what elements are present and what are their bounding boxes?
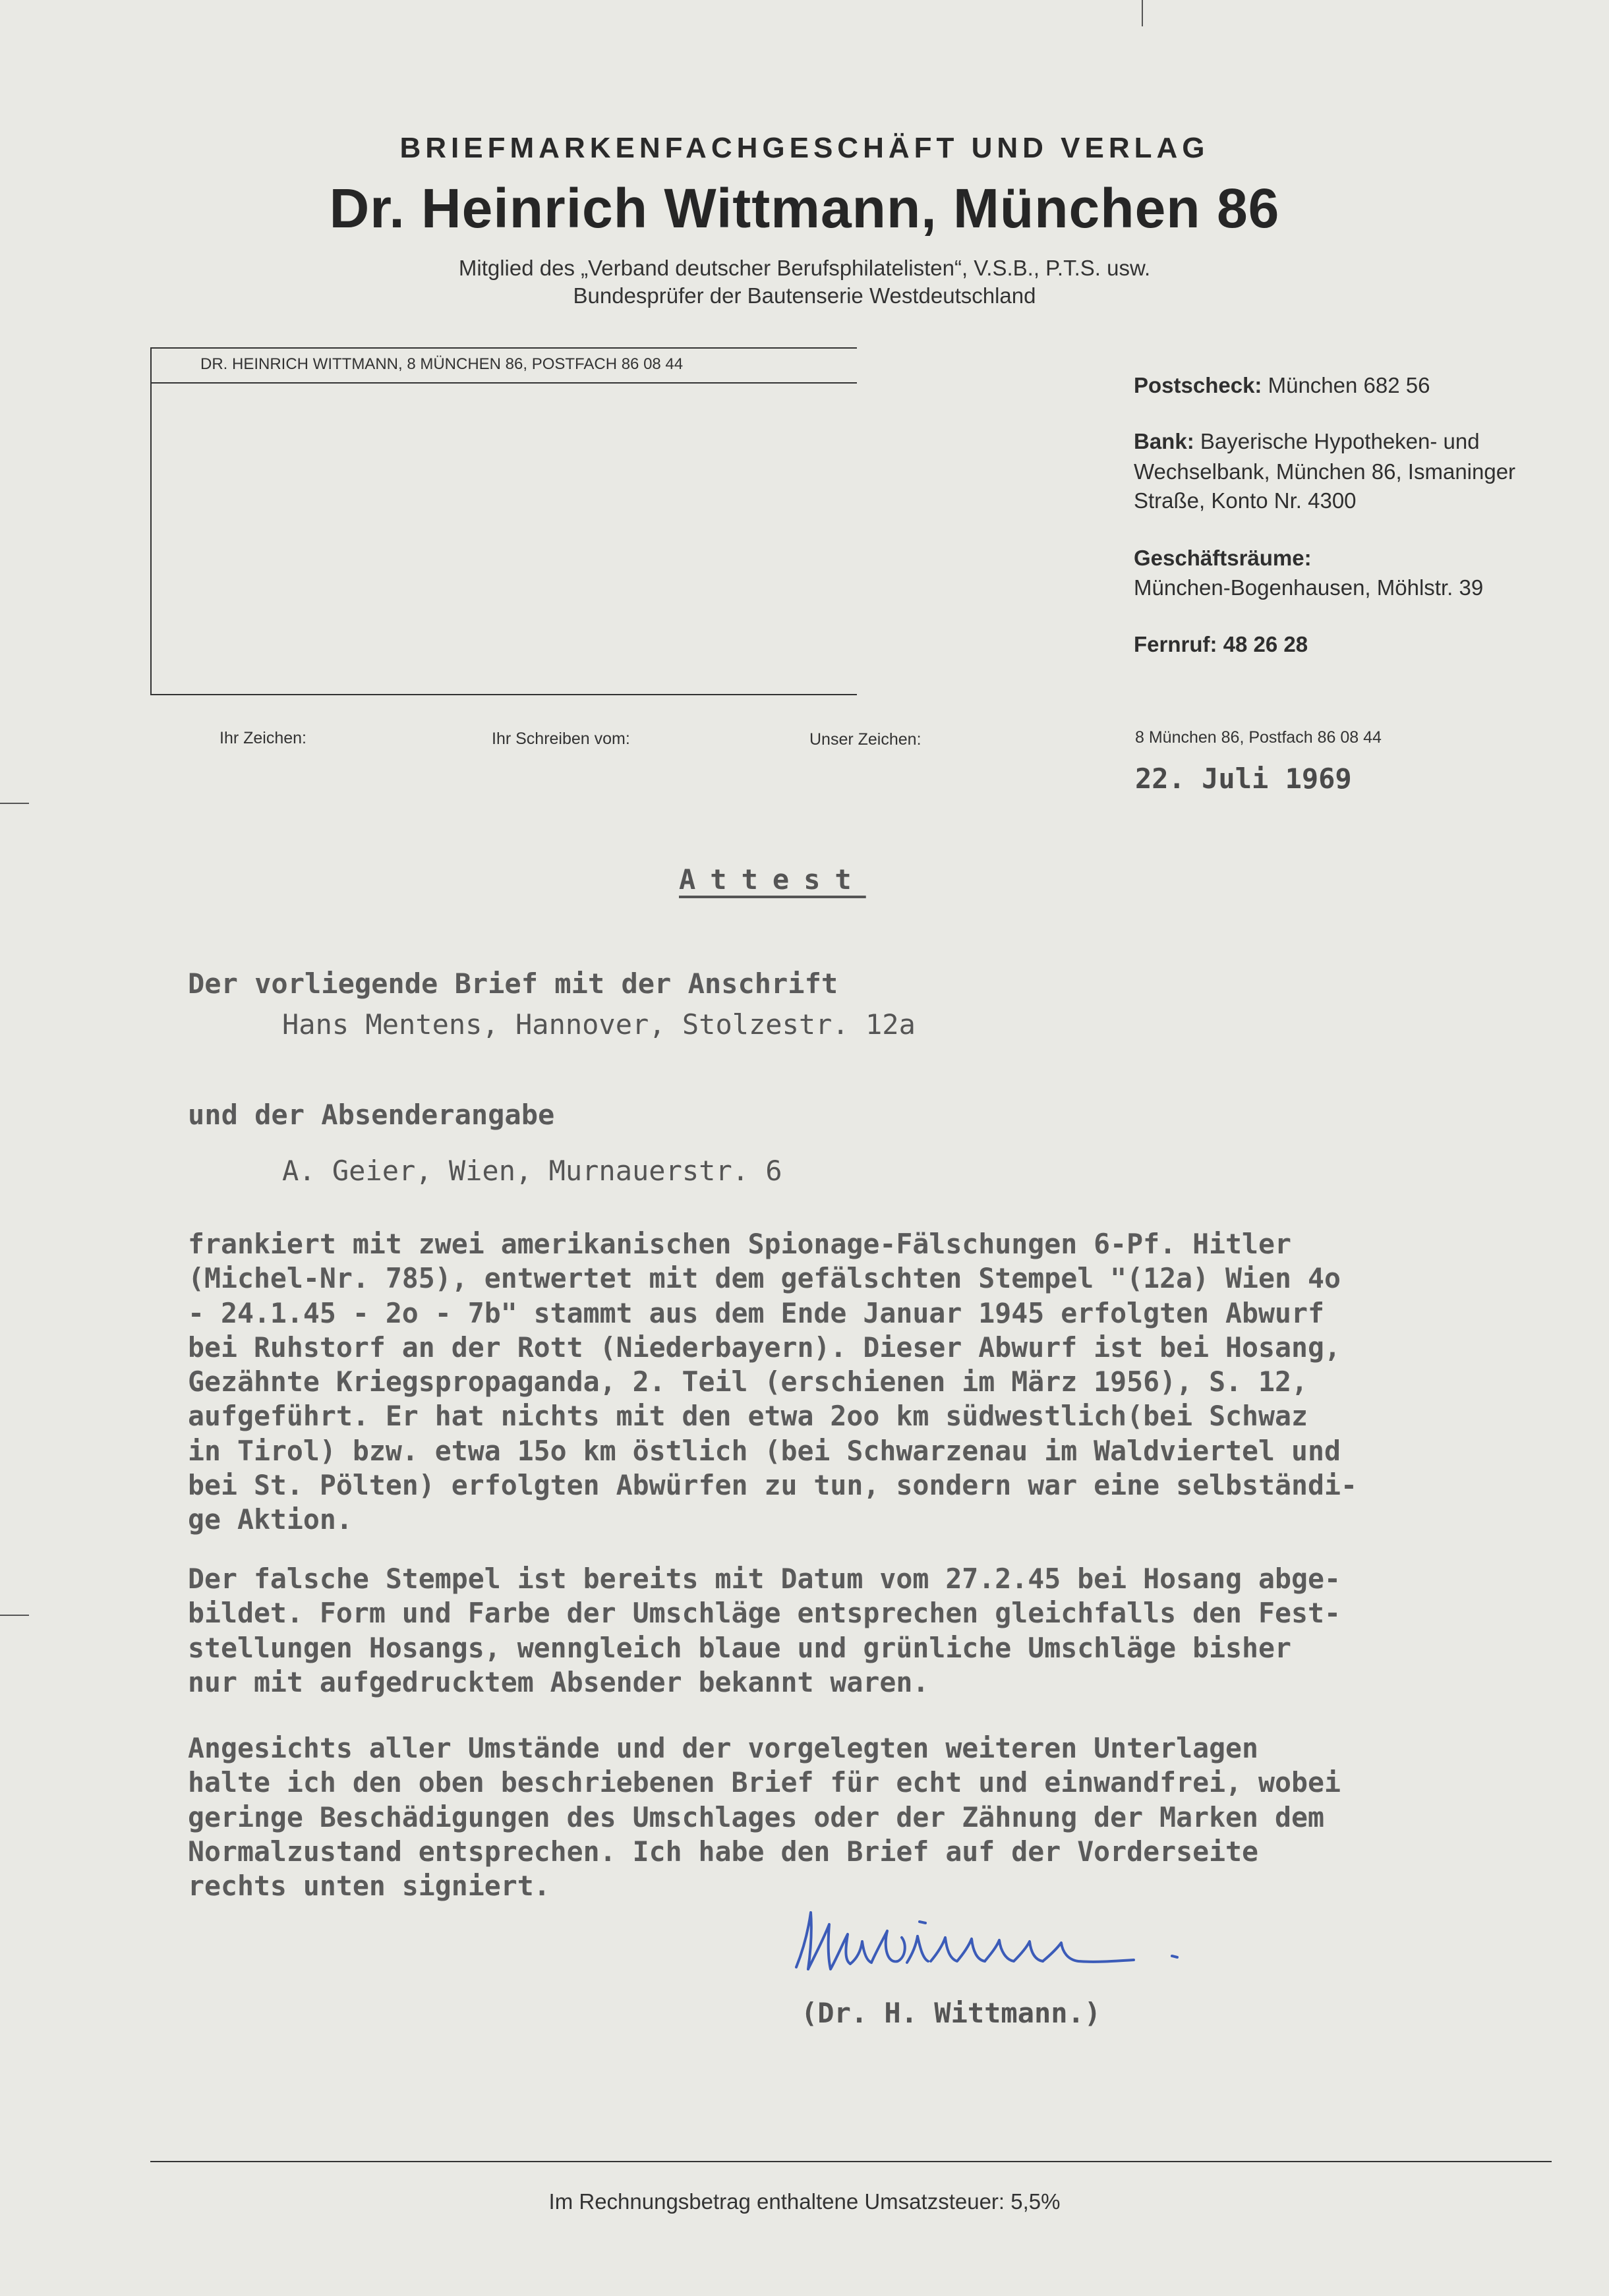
return-address: DR. HEINRICH WITTMANN, 8 MÜNCHEN 86, POSTFACH 86 08 44 bbox=[200, 355, 684, 373]
footer-vat-note: Im Rechnungsbetrag enthaltene Umsatzsteuer: 5,5% bbox=[548, 2189, 1061, 2214]
ref-ihr-schreiben: Ihr Schreiben vom: bbox=[492, 730, 630, 748]
postscheck-value: München 682 56 bbox=[1268, 373, 1430, 397]
top-fold-mark bbox=[1142, 0, 1143, 26]
intro-line: Der vorliegende Brief mit der Anschrift bbox=[188, 967, 838, 1000]
left-fold-mark-lower bbox=[0, 1615, 29, 1616]
sender-intro-line: und der Absenderangabe bbox=[188, 1099, 555, 1131]
letter-date: 22. Juli 1969 bbox=[1135, 762, 1352, 795]
phone-value: 48 26 28 bbox=[1223, 632, 1308, 656]
letterhead-membership: Mitglied des „Verband deutscher Berufsphilatelisten“, V.S.B., P.T.S. usw. bbox=[458, 256, 1151, 280]
address-window bbox=[150, 347, 857, 695]
bank-line-2: Wechselbank, München 86, Ismaninger bbox=[1134, 459, 1516, 484]
document-title: Attest bbox=[679, 863, 866, 896]
letterhead-examiner: Bundesprüfer der Bautenserie Westdeutschland bbox=[573, 283, 1036, 308]
ref-ihr-zeichen: Ihr Zeichen: bbox=[219, 729, 307, 747]
sender-line: A. Geier, Wien, Murnauerstr. 6 bbox=[282, 1155, 782, 1187]
address-window-bottom-rule bbox=[152, 694, 857, 695]
bank-line-1 bbox=[1134, 429, 1480, 454]
phone-label: Fernruf: bbox=[1134, 632, 1217, 656]
rooms-label: Geschäftsräume: bbox=[1134, 546, 1312, 570]
handwritten-signature bbox=[784, 1898, 1246, 1990]
addressee-line: Hans Mentens, Hannover, Stolzestr. 12a bbox=[282, 1008, 916, 1041]
phone-line bbox=[1134, 632, 1308, 657]
footer-rule bbox=[150, 2161, 1552, 2162]
address-window-top-rule bbox=[152, 347, 857, 349]
left-fold-mark-upper bbox=[0, 803, 29, 804]
closing-name: (Dr. H. Wittmann.) bbox=[801, 1997, 1101, 2029]
paragraph-1: frankiert mit zwei amerikanischen Spionage-Fälschungen 6-Pf. Hitler (Michel-Nr. 785), entwertet mit dem gefälschten Stempel "(12a) Wien 4o - 24.1.45 - 2o - 7b" stammt aus dem Ende Januar 1945 erfolgten Abwurf bei Ruhstorf an der Rott (Niederbayern). Dieser Abwurf ist bei Hosang, Gezähnte Kriegspropaganda, 2. Teil (erschienen im März 1956), S. 12, aufgeführt. Er hat nichts mit den etwa 2oo km südwestlich(bei Schwaz in Tirol) bzw. etwa 15o km östlich (bei Schwarzenau im Waldviertel und bei St. Pölten) erfolgten Abwürfen zu tun, sondern war eine selbständi- ge Aktion. bbox=[188, 1228, 1357, 1536]
paragraph-2: Der falsche Stempel ist bereits mit Datum vom 27.2.45 bei Hosang abge- bildet. Form und Farbe der Umschläge entsprechen gleichfalls den Fest- stellungen Hosangs, wenngleich blaue und grünliche Umschläge bisher nur mit aufgedrucktem Absender bekannt waren. bbox=[188, 1563, 1341, 1698]
letterhead-name: Dr. Heinrich Wittmann, München 86 bbox=[329, 177, 1280, 239]
address-window-divider bbox=[152, 382, 857, 384]
letterhead-business-type: BRIEFMARKENFACHGESCHÄFT UND VERLAG bbox=[399, 132, 1210, 164]
bank-value-1: Bayerische Hypotheken- und bbox=[1200, 429, 1480, 453]
rooms-value: München-Bogenhausen, Möhlstr. 39 bbox=[1134, 575, 1484, 600]
postscheck-line bbox=[1134, 373, 1430, 398]
postscheck-label: Postscheck: bbox=[1134, 373, 1262, 397]
bank-line-3: Straße, Konto Nr. 4300 bbox=[1134, 488, 1357, 513]
ref-place: 8 München 86, Postfach 86 08 44 bbox=[1135, 728, 1382, 747]
bank-label: Bank: bbox=[1134, 429, 1194, 453]
ref-unser-zeichen: Unser Zeichen: bbox=[809, 730, 922, 749]
paragraph-3: Angesichts aller Umstände und der vorgelegten weiteren Unterlagen halte ich den oben beschriebenen Brief für echt und einwandfrei, wobei geringe Beschädigungen des Umschlages oder der Zähnung der Marken dem Normalzustand entsprechen. Ich habe den Brief auf der Vorderseite rechts unten signiert. bbox=[188, 1732, 1341, 1903]
